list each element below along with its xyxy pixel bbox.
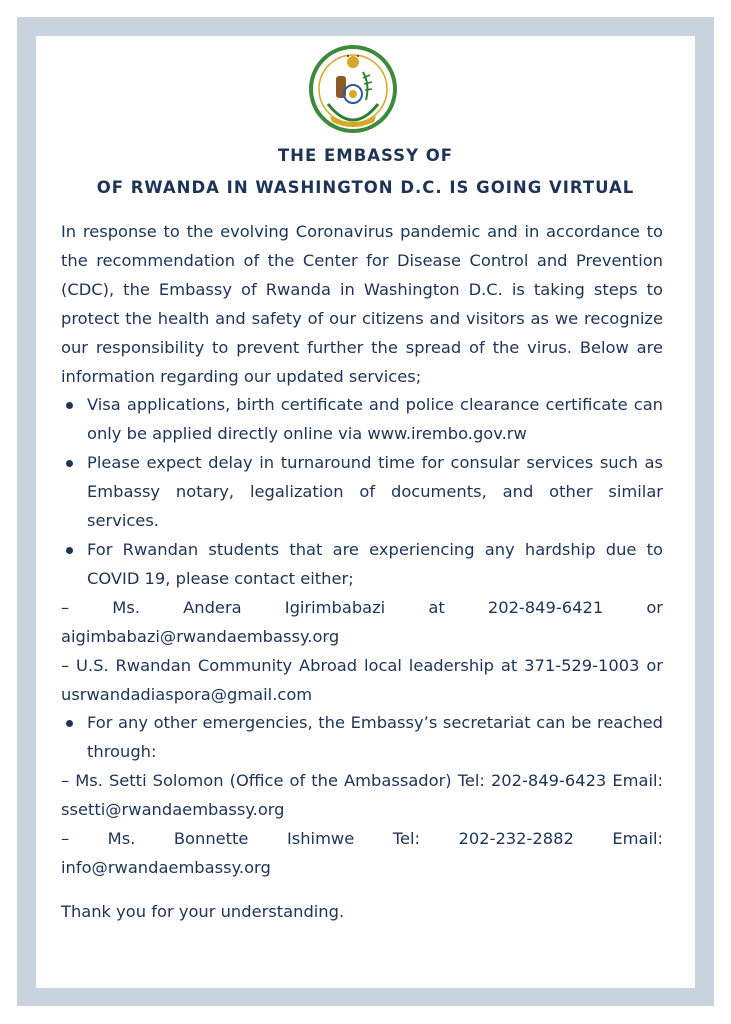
contact-bonnette-line-1: – Ms. Bonnette Ishimwe Tel: 202-232-2882 Email:	[61, 829, 663, 849]
contact-bonnette-line-2: info@rwandaembassy.org	[61, 857, 271, 877]
letter-body	[61, 218, 663, 927]
contact-andera-line-2: aigimbabazi@rwandaembassy.org	[61, 626, 340, 646]
closing-line: Thank you for your understanding.	[61, 901, 345, 921]
bullet-delay: Please expect delay in turnaround time for consular services such as Embassy notary, legalization of documents, and other similar services.	[61, 449, 663, 536]
contact-andera-line-1: – Ms. Andera Igirimbabazi at 202-849-6421 or	[61, 597, 663, 617]
contact-community: – U.S. Rwandan Community Abroad local leadership at 371-529-1003 or usrwandadiaspora@gmail.com	[61, 655, 663, 704]
bullet-emergencies: For any other emergencies, the Embassy’s secretariat can be reached through:	[61, 709, 663, 767]
intro-paragraph: In response to the evolving Coronavirus pandemic and in accordance to the recommendation of the Center for Disease Control and Prevention (CDC), the Embassy of Rwanda in Washington D.C. is taking steps to protect the health and safety of our citizens and visitors as we recognize our responsibility to prevent further the spread of the virus. Below are information regarding our updated services;	[61, 222, 663, 386]
heading-line-2: OF RWANDA IN WASHINGTON D.C. IS GOING VIRTUAL	[96, 178, 635, 197]
bullet-students: For Rwandan students that are experiencing any hardship due to COVID 19, please contact either;	[61, 536, 663, 594]
contact-setti: – Ms. Setti Solomon (Office of the Ambassador) Tel: 202-849-6423 Email: ssetti@rwandaembassy.org	[61, 771, 663, 820]
document-paper	[36, 36, 695, 988]
heading-line-1: THE EMBASSY OF	[277, 146, 454, 165]
bullet-visa: Visa applications, birth certificate and police clearance certificate can only be applied directly online via www.irembo.gov.rw	[61, 391, 663, 449]
coat-of-arms-seal	[308, 44, 398, 139]
